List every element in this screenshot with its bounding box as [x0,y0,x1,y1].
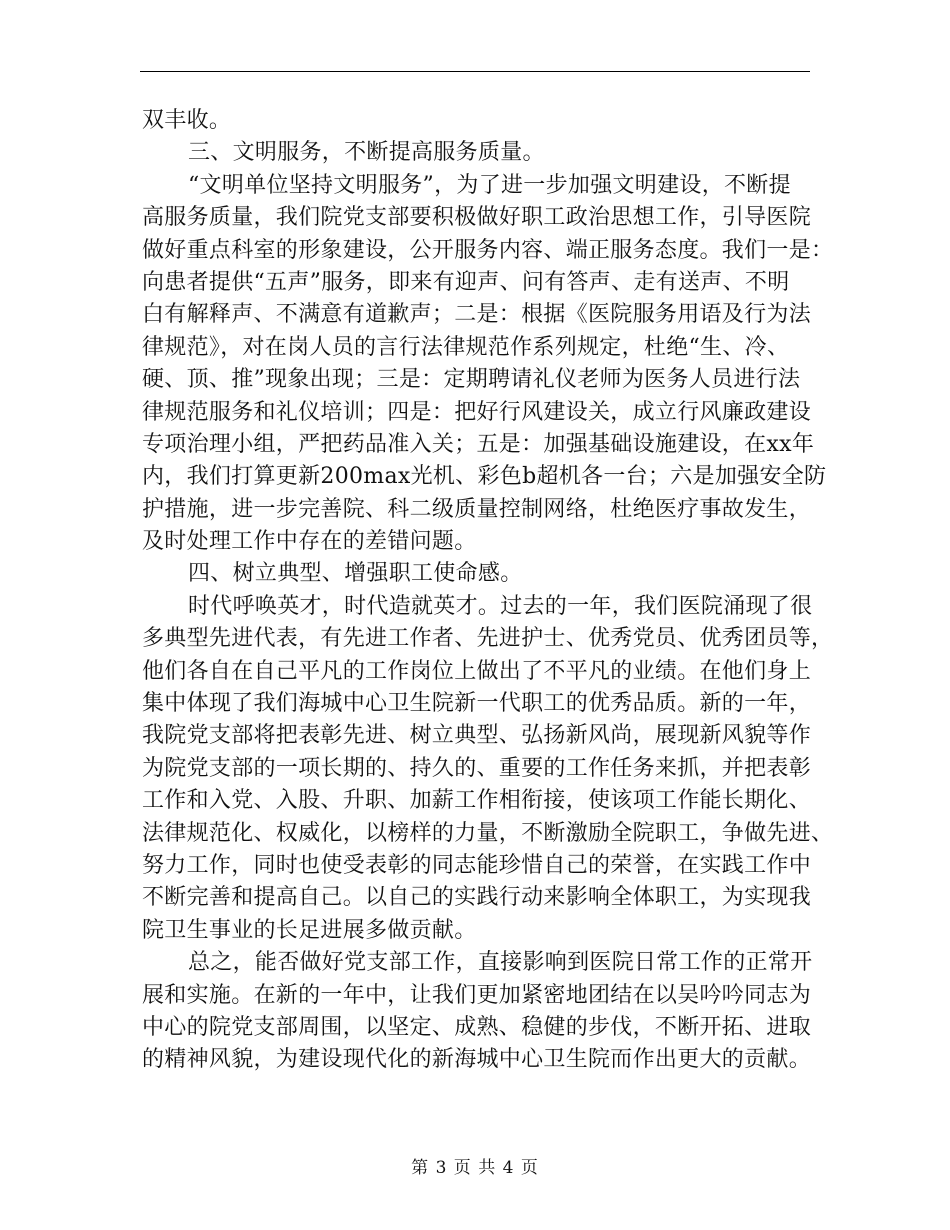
section-heading: 三、文明服务，不断提高服务质量。 [188,140,545,166]
text-line: 高服务质量，我们院党支部要积极做好职工政治思想工作，引导医院 [142,205,812,231]
text-line: 双丰收。 [142,108,232,133]
text-line: 护措施，进一步完善院、科二级质量控制网络，杜绝医疗事故发生， [142,496,812,522]
text-line: 工作和入党、入股、升职、加薪工作相衔接，使该项工作能长期化、 [142,788,812,814]
text-line: 内，我们打算更新200max光机、彩色b超机各一台；六是加强安全防 [142,464,827,490]
text-line: 院卫生事业的长足进展多做贡献。 [142,917,477,943]
text-line: 中心的院党支部周围，以坚定、成熟、稳健的步伐，不断开拓、进取 [142,1014,812,1040]
text-line: 多典型先进代表，有先进工作者、先进护士、优秀党员、优秀团员等， [142,626,834,652]
text-line: 向患者提供“五声”服务，即来有迎声、问有答声、走有送声、不明 [142,269,790,295]
text-line: 时代呼唤英才，时代造就英才。过去的一年，我们医院涌现了很 [188,593,813,619]
text-line: 他们各自在自己平凡的工作岗位上做出了不平凡的业绩。在他们身上 [142,658,812,684]
text-line: 展和实施。在新的一年中，让我们更加紧密地团结在以吴吟吟同志为 [142,982,812,1008]
text-line: 的精神风貌，为建设现代化的新海城中心卫生院而作出更大的贡献。 [142,1047,812,1073]
text-line: “文明单位坚持文明服务”，为了进一步加强文明建设，不断提 [188,172,791,198]
text-line: 白有解释声、不满意有道歉声；二是：根据《医院服务用语及行为法 [142,302,812,328]
text-line: 不断完善和提高自己。以自己的实践行动来影响全体职工，为实现我 [142,885,812,911]
text-line: 集中体现了我们海城中心卫生院新一代职工的优秀品质。新的一年， [142,691,812,717]
page-number-footer: 第 3 页 共 4 页 [411,1158,539,1178]
text-line: 我院党支部将把表彰先进、树立典型、弘扬新风尚，展现新风貌等作 [142,723,812,749]
text-line: 法律规范化、权威化，以榜样的力量，不断激励全院职工，争做先进、 [142,820,834,846]
text-line: 律规范》，对在岗人员的言行法律规范作系列规定，杜绝“生、冷、 [142,334,790,360]
text-line: 及时处理工作中存在的差错问题。 [142,529,477,555]
text-line: 总之，能否做好党支部工作，直接影响到医院日常工作的正常开 [188,950,813,976]
document-body [142,105,834,1077]
text-line: 为院党支部的一项长期的、持久的、重要的工作任务来抓，并把表彰 [142,755,812,781]
text-line: 专项治理小组，严把药品准入关；五是：加强基础设施建设，在xx年 [142,431,815,457]
text-line: 做好重点科室的形象建设，公开服务内容、端正服务态度。我们一是： [142,237,834,263]
text-line: 硬、顶、推”现象出现；三是：定期聘请礼仪老师为医务人员进行法 [142,367,801,393]
header-rule [140,71,810,72]
section-heading: 四、树立典型、增强职工使命感。 [188,561,523,587]
text-line: 努力工作，同时也使受表彰的同志能珍惜自己的荣誉，在实践工作中 [142,852,812,878]
text-line: 律规范服务和礼仪培训；四是：把好行风建设关，成立行风廉政建设 [142,399,812,425]
